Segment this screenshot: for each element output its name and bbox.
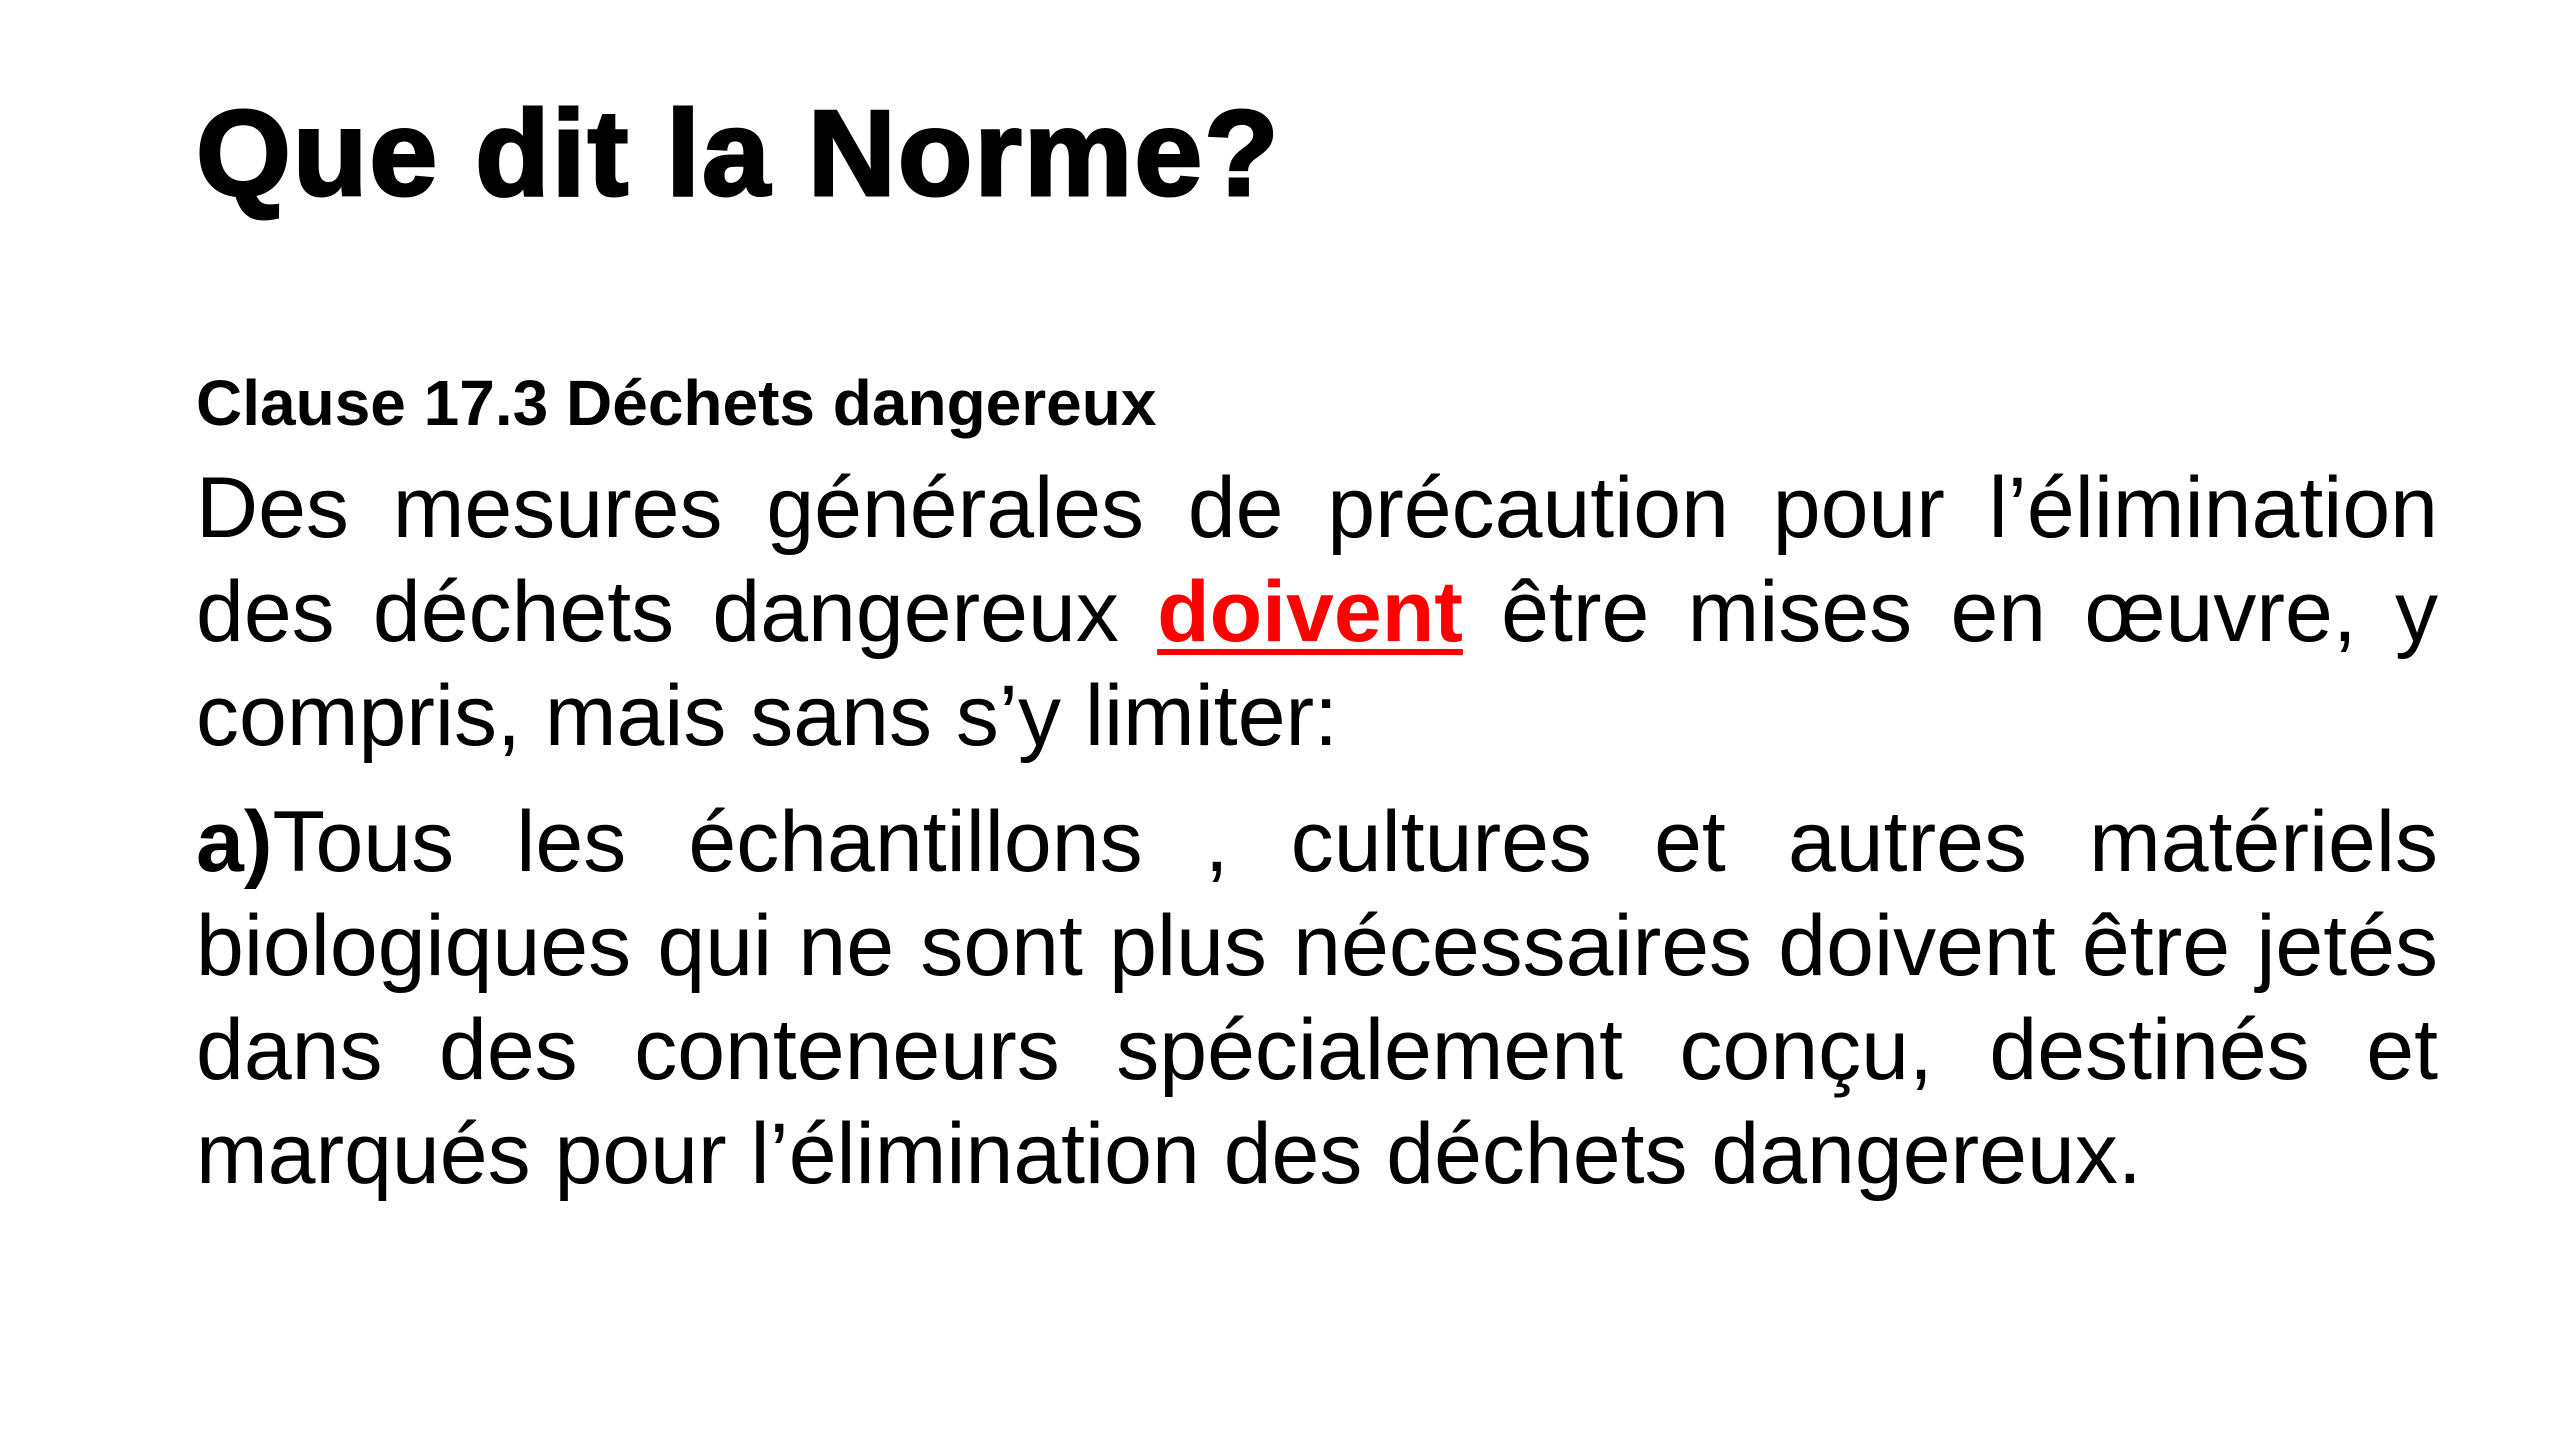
emphasis-doivent: doivent (1157, 564, 1463, 660)
item-text-a: Tous les échantillons , cultures et autres matériels biologiques qui ne sont plus nécessaires doivent être jetés dans des conteneurs spécialement conçu, destinés et marqués pour l’élimination des déchets dangereux. (196, 794, 2438, 1202)
item-label-a: a) (196, 794, 273, 890)
paragraph-requirement (196, 456, 2438, 768)
clause-heading: Clause 17.3 Déchets dangereux (196, 367, 1157, 439)
slide-content (196, 360, 2438, 1206)
paragraph-text-after: être mises en œuvre, y compris, mais sans s’y limiter: (196, 564, 2438, 764)
slide-title: Que dit la Norme? (196, 85, 1281, 221)
paragraph-text-before: Des mesures générales de précaution pour l’élimination des déchets dangereux (196, 460, 2438, 660)
list-item-a (196, 790, 2438, 1206)
